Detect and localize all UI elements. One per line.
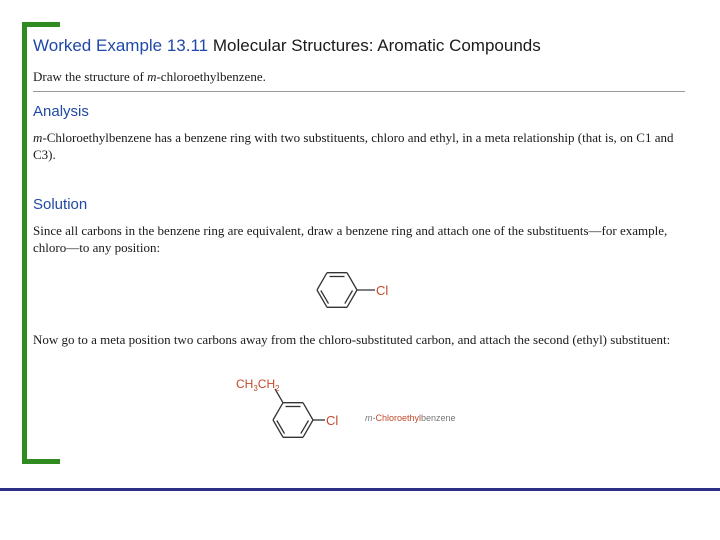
solution-paragraph-1: Since all carbons in the benzene ring are equivalent, draw a benzene ring and attach one of the substituents—for example, chloro—to any position: [33,223,668,255]
ethyl-sub-2: 2 [275,384,280,393]
worked-example-label: Worked Example 13.11 [33,36,209,55]
analysis-heading: Analysis [33,103,89,120]
analysis-italic-m: m [33,130,43,145]
problem-prompt [33,69,266,85]
slide-title [33,36,541,56]
ethyl-sub-3: 3 [253,384,258,393]
prompt-lead: Draw the structure of [33,69,148,84]
analysis-text: -Chloroethylbenzene has a benzene ring with two substituents, chloro and ethyl, in a meta relationship (that is, on C1 and C3). [33,130,674,162]
caption-dash: - [372,413,376,423]
ethyl-ch-2: CH [257,377,276,391]
ethyl-label [236,377,280,393]
ethyl-ch: CH [236,377,254,391]
green-frame-top [22,22,60,27]
solution-heading: Solution [33,196,88,213]
prompt-divider [33,91,685,92]
solution-paragraph-2: Now go to a meta position two carbons away from the chloro-substituted carbon, and attach the second (ethyl) substituent: [33,332,671,347]
caption-chloro: Chloro [375,413,403,423]
caption-italic-m: m [365,413,373,423]
prompt-rest: -chloroethylbenzene. [156,69,266,84]
analysis-paragraph [33,129,688,163]
green-frame-bottom [22,459,60,464]
compound-name-caption [365,413,456,423]
m-chloroethylbenzene-structure [228,370,363,445]
chlorobenzene-structure [305,262,405,317]
caption-benzene: benzene [421,413,456,423]
title-topic: Molecular Structures: Aromatic Compounds [212,36,541,55]
caption-ethyl: ethyl [402,413,422,423]
prompt-italic-m: m [147,69,157,84]
meta-chloro-label: Cl [326,413,339,428]
footer-divider [0,488,720,491]
chloro-label: Cl [376,283,389,298]
green-frame-left [22,22,27,464]
